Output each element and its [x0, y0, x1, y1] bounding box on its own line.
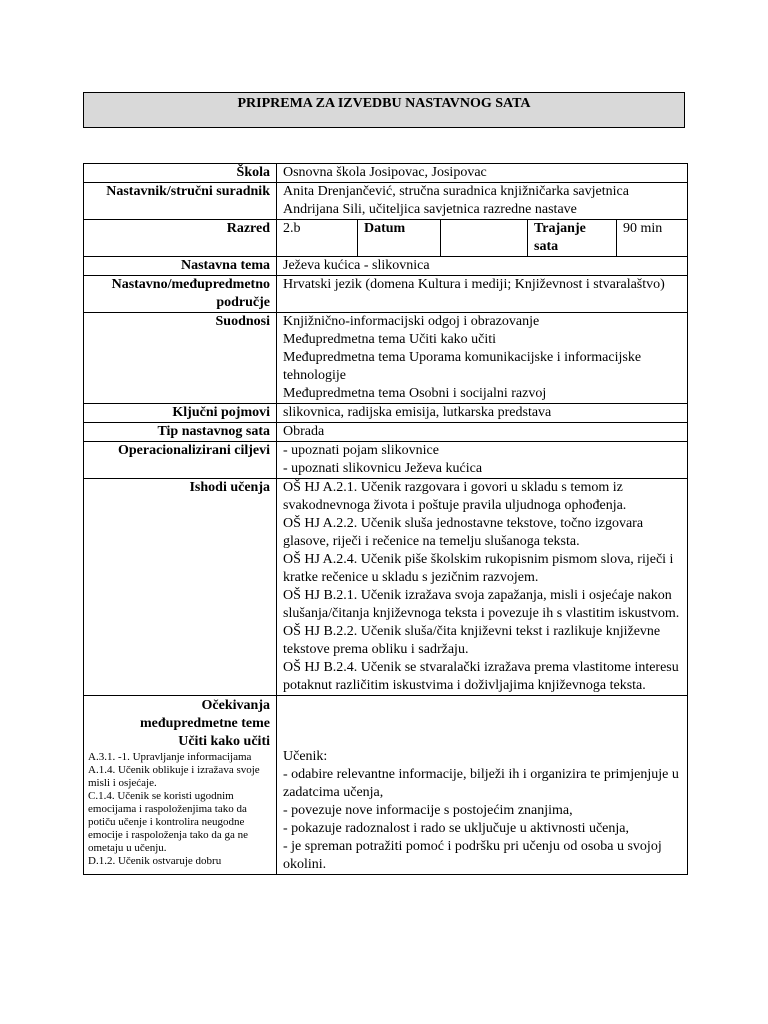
label-suodnosi: Suodnosi: [84, 313, 277, 404]
label-pojmovi: Ključni pojmovi: [84, 404, 277, 423]
row-ishodi: [84, 479, 688, 696]
row-podrucje: [84, 276, 688, 313]
ocekivanja-label-line: Učiti kako učiti: [178, 734, 270, 749]
value-ocekivanja: [277, 696, 688, 875]
label-nastavnik: Nastavnik/stručni suradnik: [84, 183, 277, 220]
ishod-item: OŠ HJ A.2.2. Učenik sluša jednostavne tekstove, točno izgovara glasove, riječi i rečenice na temelju slušanoga teksta.: [283, 516, 644, 549]
label-ocekivanja: [84, 696, 277, 875]
row-nastavnik: [84, 183, 688, 220]
row-tip: [84, 423, 688, 442]
ocekivanja-label-line: međupredmetne teme: [140, 716, 270, 731]
row-ciljevi: [84, 442, 688, 479]
ocekivanja-line: - povezuje nove informacije s postojećim znanjima,: [283, 803, 573, 818]
value-skola: Osnovna škola Josipovac, Josipovac: [277, 164, 688, 183]
ocekivanja-line: - pokazuje radoznalost i rado se uključuje u aktivnosti učenja,: [283, 821, 630, 836]
row-suodnosi: [84, 313, 688, 404]
value-ciljevi: [277, 442, 688, 479]
suodnosi-line: Međupredmetna tema Uporama komunikacijske i informacijske tehnologije: [283, 350, 642, 383]
value-pojmovi: slikovnica, radijska emisija, lutkarska predstava: [277, 404, 688, 423]
ishod-item: OŠ HJ B.2.4. Učenik se stvaralački izražava prema vlastitome interesu potaknut različitim iskustvima i doživljajima književnoga teksta.: [283, 660, 679, 693]
row-pojmovi: [84, 404, 688, 423]
nastavnik-line: Andrijana Sili, učiteljica savjetnica razredne nastave: [283, 202, 577, 217]
lesson-plan-table: [83, 163, 688, 875]
value-suodnosi: [277, 313, 688, 404]
ocekivanja-small-line: D.1.2. Učenik ostvaruje dobru: [88, 855, 222, 867]
ocekivanja-small-line: A.3.1. -1. Upravljanje informacijama: [88, 751, 252, 763]
value-datum: [441, 220, 528, 257]
label-ishodi: Ishodi učenja: [84, 479, 277, 696]
label-trajanje: Trajanje sata: [528, 220, 617, 257]
ocekivanja-line: - je spreman potražiti pomoć i podršku pri učenju od osoba u svojoj okolini.: [283, 839, 662, 872]
suodnosi-line: Knjižnično-informacijski odgoj i obrazovanje: [283, 314, 540, 329]
suodnosi-line: Međupredmetna tema Učiti kako učiti: [283, 332, 497, 347]
label-datum: Datum: [358, 220, 441, 257]
ishod-item: OŠ HJ A.2.1. Učenik razgovara i govori u skladu s temom iz svakodnevnoga života i poštuje pravila uljudnoga ophođenja.: [283, 480, 627, 513]
ishod-item: OŠ HJ B.2.2. Učenik sluša/čita književni tekst i razlikuje književne tekstove prema obliku i sadržaju.: [283, 624, 661, 657]
value-tema: Ježeva kućica - slikovnica: [277, 257, 688, 276]
suodnosi-line: Međupredmetna tema Osobni i socijalni razvoj: [283, 386, 547, 401]
row-razred: [84, 220, 688, 257]
document-title: PRIPREMA ZA IZVEDBU NASTAVNOG SATA: [237, 96, 531, 111]
ciljevi-line: - upoznati slikovnicu Ježeva kućica: [283, 461, 483, 476]
label-ciljevi: Operacionalizirani ciljevi: [84, 442, 277, 479]
ishod-item: OŠ HJ A.2.4. Učenik piše školskim rukopisnim pismom slova, riječi i kratke rečenice u skladu s jezičnim razvojem.: [283, 552, 674, 585]
value-tip: Obrada: [277, 423, 688, 442]
label-tip: Tip nastavnog sata: [84, 423, 277, 442]
value-trajanje: 90 min: [617, 220, 688, 257]
value-podrucje: Hrvatski jezik (domena Kultura i mediji; Književnost i stvaralaštvo): [277, 276, 688, 313]
value-ishodi: [277, 479, 688, 696]
ciljevi-line: - upoznati pojam slikovnice: [283, 443, 439, 458]
ocekivanja-small-line: C.1.4. Učenik se koristi ugodnim emocijama i raspoloženjima tako da potiču učenje i kontrolira neugodne emocije i raspoloženja tako da ga ne ometaju u učenju.: [88, 790, 249, 854]
row-ocekivanja: [84, 696, 688, 875]
ocekivanja-label-line: Očekivanja: [201, 698, 270, 713]
row-skola: [84, 164, 688, 183]
value-nastavnik: [277, 183, 688, 220]
ocekivanja-line: Učenik:: [283, 749, 328, 764]
nastavnik-line: Anita Drenjančević, stručna suradnica knjižničarka savjetnica: [283, 184, 629, 199]
ishod-item: OŠ HJ B.2.1. Učenik izražava svoja zapažanja, misli i osjećaje nakon slušanja/čitanja književnoga teksta i povezuje ih s vlastitim iskustvom.: [283, 588, 680, 621]
label-razred: Razred: [84, 220, 277, 257]
row-tema: [84, 257, 688, 276]
label-tema: Nastavna tema: [84, 257, 277, 276]
document-title-box: [83, 92, 685, 128]
label-skola: Škola: [84, 164, 277, 183]
ocekivanja-small-line: A.1.4. Učenik oblikuje i izražava svoje misli i osjećaje.: [88, 764, 260, 789]
label-podrucje: Nastavno/međupredmetno područje: [84, 276, 277, 313]
ocekivanja-line: - odabire relevantne informacije, bilježi ih i organizira te primjenjuje u zadatcima učenja,: [283, 767, 679, 800]
value-razred: 2.b: [277, 220, 358, 257]
